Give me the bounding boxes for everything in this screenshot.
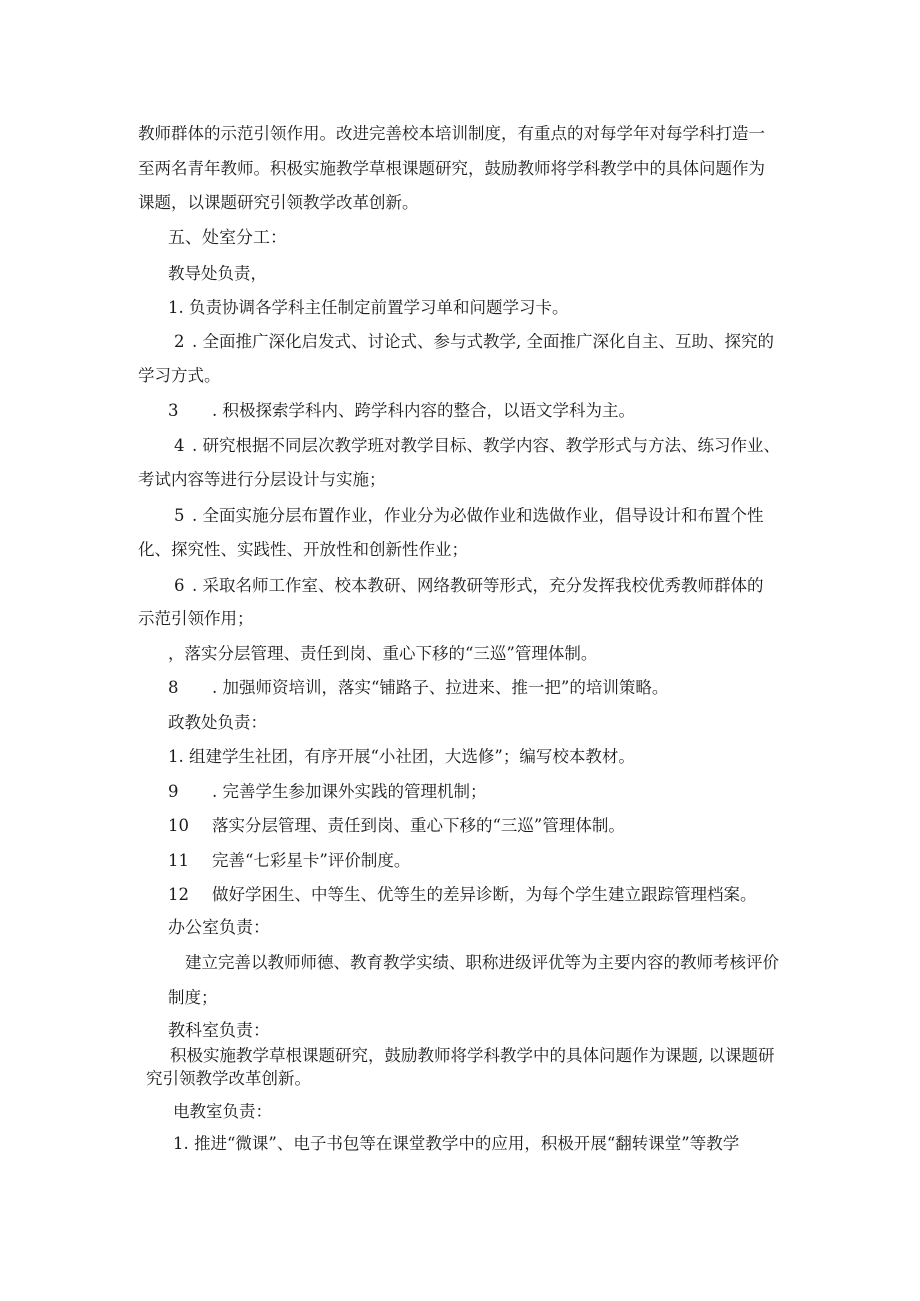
list-item: 1. 组建学生社团，有序开展“小社团，大选修”；编写校本教材。 — [168, 747, 635, 766]
list-item-number: 8 — [168, 678, 179, 697]
subsection-heading-jiaodao: 教导处负责， — [168, 264, 267, 283]
subsection-heading-jiaoke: 教科室负责： — [168, 1021, 270, 1041]
list-item: . 研究根据不同层次教学班对教学目标、教学内容、教学形式与方法、练习作业、 — [192, 436, 780, 455]
list-item-number: 11 — [168, 851, 189, 870]
list-item: . 全面推广深化启发式、讨论式、参与式教学, 全面推广深化自主、互助、探究的 — [192, 332, 774, 351]
list-item: . 加强师资培训，落实“铺路子、拉进来、推一把”的培训策略。 — [212, 678, 669, 697]
list-item: . 采取名师工作室、校本教研、网络教研等形式，充分发挥我校优秀教师群体的 — [192, 576, 764, 595]
list-item: . 完善学生参加课外实践的管理机制； — [212, 782, 487, 801]
list-item: 1. 推进“微课”、电子书包等在课堂教学中的应用，积极开展“翻转课堂”等教学 — [173, 1134, 740, 1153]
list-item: 落实分层管理、责任到岗、重心下移的“三巡”管理体制。 — [212, 816, 625, 835]
list-item-number: 6 — [174, 576, 185, 595]
list-item: 做好学困生、中等生、优等生的差异诊断，为每个学生建立跟踪管理档案。 — [212, 885, 757, 904]
paragraph-line: 教师群体的示范引领作用。改进完善校本培训制度，有重点的对每学年对每学科打造一 — [138, 124, 765, 143]
list-item-number: 9 — [168, 782, 179, 801]
subsection-heading-zhengjiao: 政教处负责： — [168, 713, 267, 732]
list-item-continuation: 示范引领作用； — [138, 609, 254, 628]
paragraph-line: 至两名青年教师。积极实施教学草根课题研究，鼓励教师将学科教学中的具体问题作为 — [138, 159, 765, 178]
paragraph-line: 课题，以课题研究引领教学改革创新。 — [138, 193, 419, 212]
list-item-continuation: 化、探究性、实践性、开放性和创新性作业； — [138, 540, 468, 559]
subsection-heading-dianjiao: 电教室负责： — [173, 1102, 272, 1121]
list-item-number: 2 — [174, 332, 185, 351]
section-heading: 五、处室分工： — [168, 228, 287, 248]
list-item: ，落实分层管理、责任到岗、重心下移的“三巡”管理体制。 — [168, 644, 598, 663]
list-item-number: 3 — [168, 401, 179, 420]
list-item-number: 12 — [168, 885, 189, 904]
list-item: 完善“七彩星卡”评价制度。 — [212, 851, 411, 870]
list-item: 1. 负责协调各学科主任制定前置学习单和问题学习卡。 — [168, 298, 569, 317]
paragraph-line: 建立完善以教师师德、教育教学实绩、职称进级评优等为主要内容的教师考核评价 — [185, 953, 779, 972]
list-item-number: 5 — [174, 506, 185, 525]
paragraph-line: 制度； — [168, 988, 218, 1007]
paragraph-line: 究引领教学改革创新。 — [146, 1069, 311, 1088]
list-item-number: 4 — [174, 436, 185, 455]
list-item-number: 10 — [168, 816, 189, 835]
list-item: . 全面实施分层布置作业，作业分为必做作业和选做作业，倡导设计和布置个性 — [192, 506, 764, 525]
list-item: . 积极探索学科内、跨学科内容的整合，以语文学科为主。 — [212, 401, 635, 420]
subsection-heading-bangong: 办公室负责： — [168, 918, 270, 938]
list-item-continuation: 学习方式。 — [138, 366, 221, 385]
list-item-continuation: 考试内容等进行分层设计与实施； — [138, 470, 386, 489]
paragraph-line: 积极实施教学草根课题研究，鼓励教师将学科教学中的具体问题作为课题, 以课题研 — [170, 1046, 775, 1065]
